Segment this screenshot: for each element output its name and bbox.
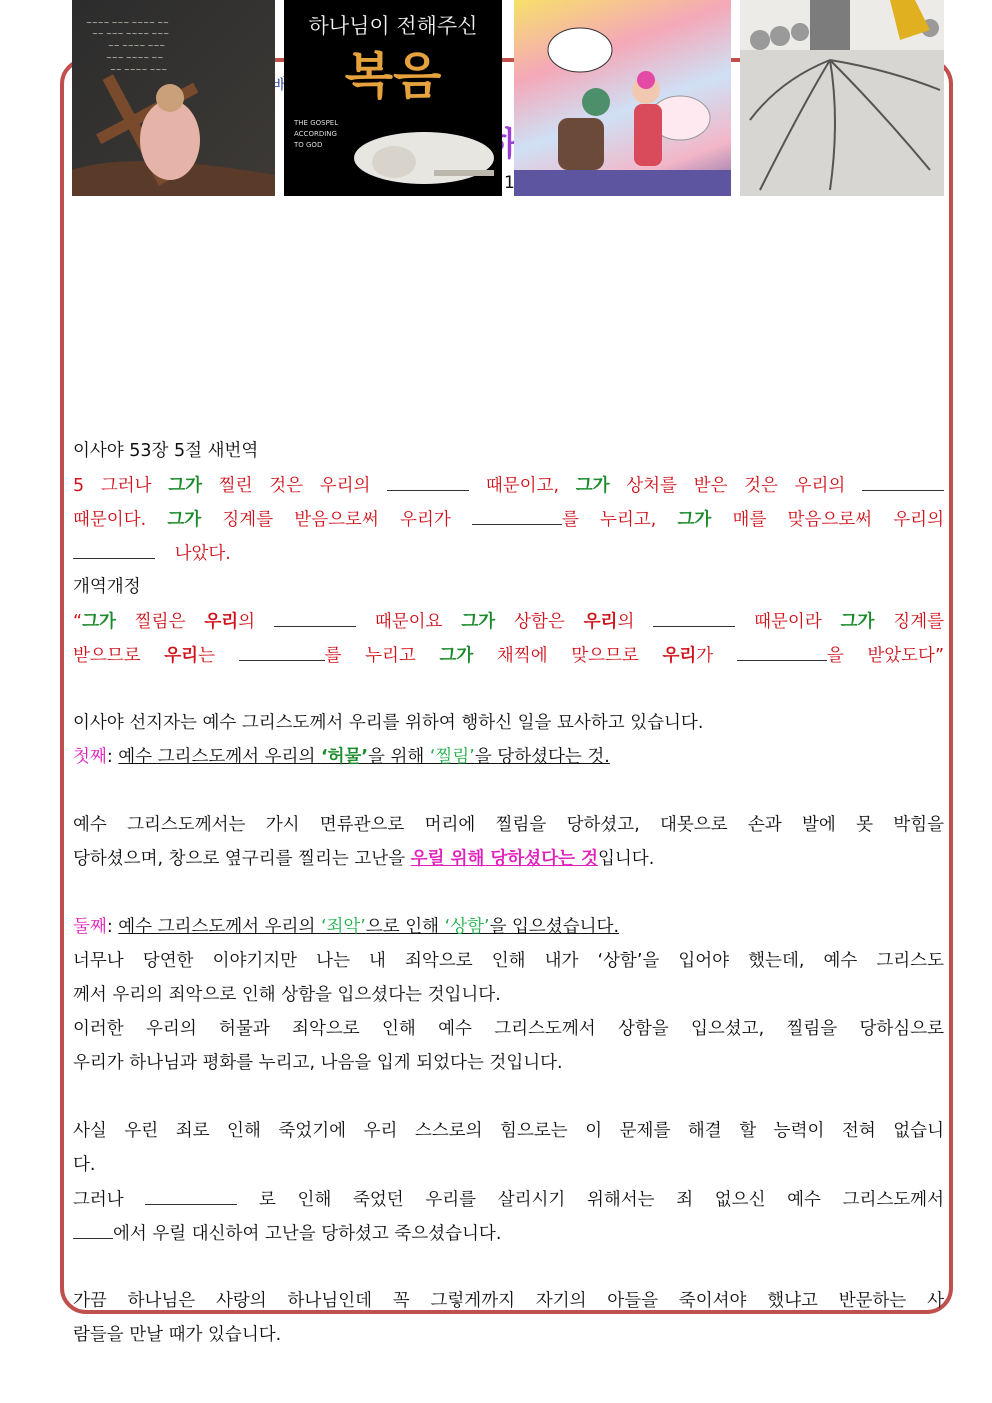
- cross-carrying-art: [72, 0, 275, 196]
- paragraph-5-line-1: 그러나 로 인해 죽었던 우리를 살리시기 위해서는 죄 없으신 예수 그리스도께서: [73, 1182, 944, 1216]
- verse-new-line-2: 때문이다. 그가 징계를 받음으로써 우리가 를 누리고, 그가 매를 맞음으로써 우리의: [73, 502, 944, 536]
- paragraph-3-line-1: 이러한 우리의 허물과 죄악으로 인해 예수 그리스도께서 상함을 입으셨고, 찔림을 당하심으로: [73, 1019, 944, 1039]
- tree-roots-art: [740, 0, 944, 196]
- fill-blank: [73, 536, 155, 559]
- fill-blank: [862, 468, 944, 491]
- tree-roots-illustration: [740, 0, 944, 196]
- fill-blank: [472, 502, 562, 525]
- paragraph-1-line-1: 예수 그리스도께서는 가시 면류관으로 머리에 찔림을 당하셨고, 대못으로 손과 발에 못 박힘을: [73, 815, 944, 835]
- intro-text: 이사야 선지자는 예수 그리스도께서 우리를 위하여 행하신 일을 묘사하고 있습니다.: [73, 713, 704, 733]
- cross-carrying-illustration: [72, 0, 275, 196]
- svg-text:~~~~ ~~~ ~~~~ ~~: ~~~~ ~~~ ~~~~ ~~: [86, 19, 169, 27]
- fill-blank: [737, 638, 827, 661]
- verse-new-line-3: 나았다.: [73, 536, 944, 570]
- fill-blank: [73, 1216, 113, 1239]
- cover-caption: THE GOSPEL ACCORDING TO GOD: [294, 119, 339, 149]
- sermon-content: [73, 434, 944, 1352]
- paragraph-2-line-2: 께서 우리의 죄악으로 인해 상함을 입으셨다는 것입니다.: [73, 985, 501, 1005]
- cartoon-art: [514, 0, 731, 196]
- verse-krv-label: 개역개정: [73, 577, 141, 597]
- verse-krv-line-1: “그가 찔림은 우리의 때문이요 그가 상함은 우리의 때문이라 그가 징계를: [73, 604, 944, 638]
- svg-text:~~ ~~~~ ~~~: ~~ ~~~~ ~~~: [108, 42, 166, 50]
- cartoon-illustration: [514, 0, 731, 196]
- verse-krv-line-2: 받으므로 우리는 를 누리고 그가 채찍에 맞으므로 우리가 을 받았도다”: [73, 638, 944, 672]
- fill-blank: [387, 468, 469, 491]
- paragraph-2-line-1: 너무나 당연한 이야기지만 나는 내 죄악으로 인해 내가 ‘상함’을 입어야 했는데, 예수 그리스도: [73, 951, 944, 971]
- paragraph-4-line-2: 다.: [73, 1155, 96, 1175]
- fill-blank: [145, 1182, 237, 1205]
- verse-new-label: 이사야 53장 5절 새번역: [73, 441, 259, 461]
- fill-blank: [274, 604, 356, 627]
- cover-title-small: 하나님이 전해주신: [308, 14, 478, 38]
- gospel-book-cover: [284, 0, 502, 196]
- paragraph-6-line-1: 가끔 하나님은 사랑의 하나님인데 꼭 그렇게까지 자기의 아들을 죽이셔야 했냐고 반문하는 사: [73, 1291, 944, 1311]
- point-first: 첫째: 예수 그리스도께서 우리의 ‘허물’을 위해 ‘찔림’을 당하셨다는 것.: [73, 747, 610, 767]
- svg-text:~~ ~~~~ ~~~: ~~ ~~~~ ~~~: [110, 66, 168, 74]
- cover-title-big: 복음: [344, 46, 442, 105]
- paragraph-3-line-2: 우리가 하나님과 평화를 누리고, 나음을 입게 되었다는 것입니다.: [73, 1053, 563, 1073]
- verse-new-line-1: 5 그러나 그가 찔린 것은 우리의 때문이고, 그가 상처를 받은 것은 우리의: [73, 468, 944, 502]
- fill-blank: [239, 638, 325, 661]
- point-second: 둘째: 예수 그리스도께서 우리의 ‘죄악’으로 인해 ‘상함’을 입으셨습니다.: [73, 917, 620, 937]
- svg-text:~~~ ~~~~ ~~: ~~~ ~~~~ ~~: [106, 54, 164, 62]
- paragraph-1-line-2: 당하셨으며, 창으로 옆구리를 찔리는 고난을 우릴 위해 당하셨다는 것입니다.: [73, 849, 655, 869]
- paragraph-5-line-2: 에서 우릴 대신하여 고난을 당하셨고 죽으셨습니다.: [73, 1216, 944, 1250]
- paragraph-4-line-1: 사실 우린 죄로 인해 죽었기에 우리 스스로의 힘으로는 이 문제를 해결 할 능력이 전혀 없습니: [73, 1121, 944, 1141]
- svg-text:~~ ~~~ ~~~~ ~~~: ~~ ~~~ ~~~~ ~~~: [92, 30, 170, 38]
- paragraph-6-line-2: 람들을 만날 때가 있습니다.: [73, 1325, 282, 1345]
- fill-blank: [653, 604, 735, 627]
